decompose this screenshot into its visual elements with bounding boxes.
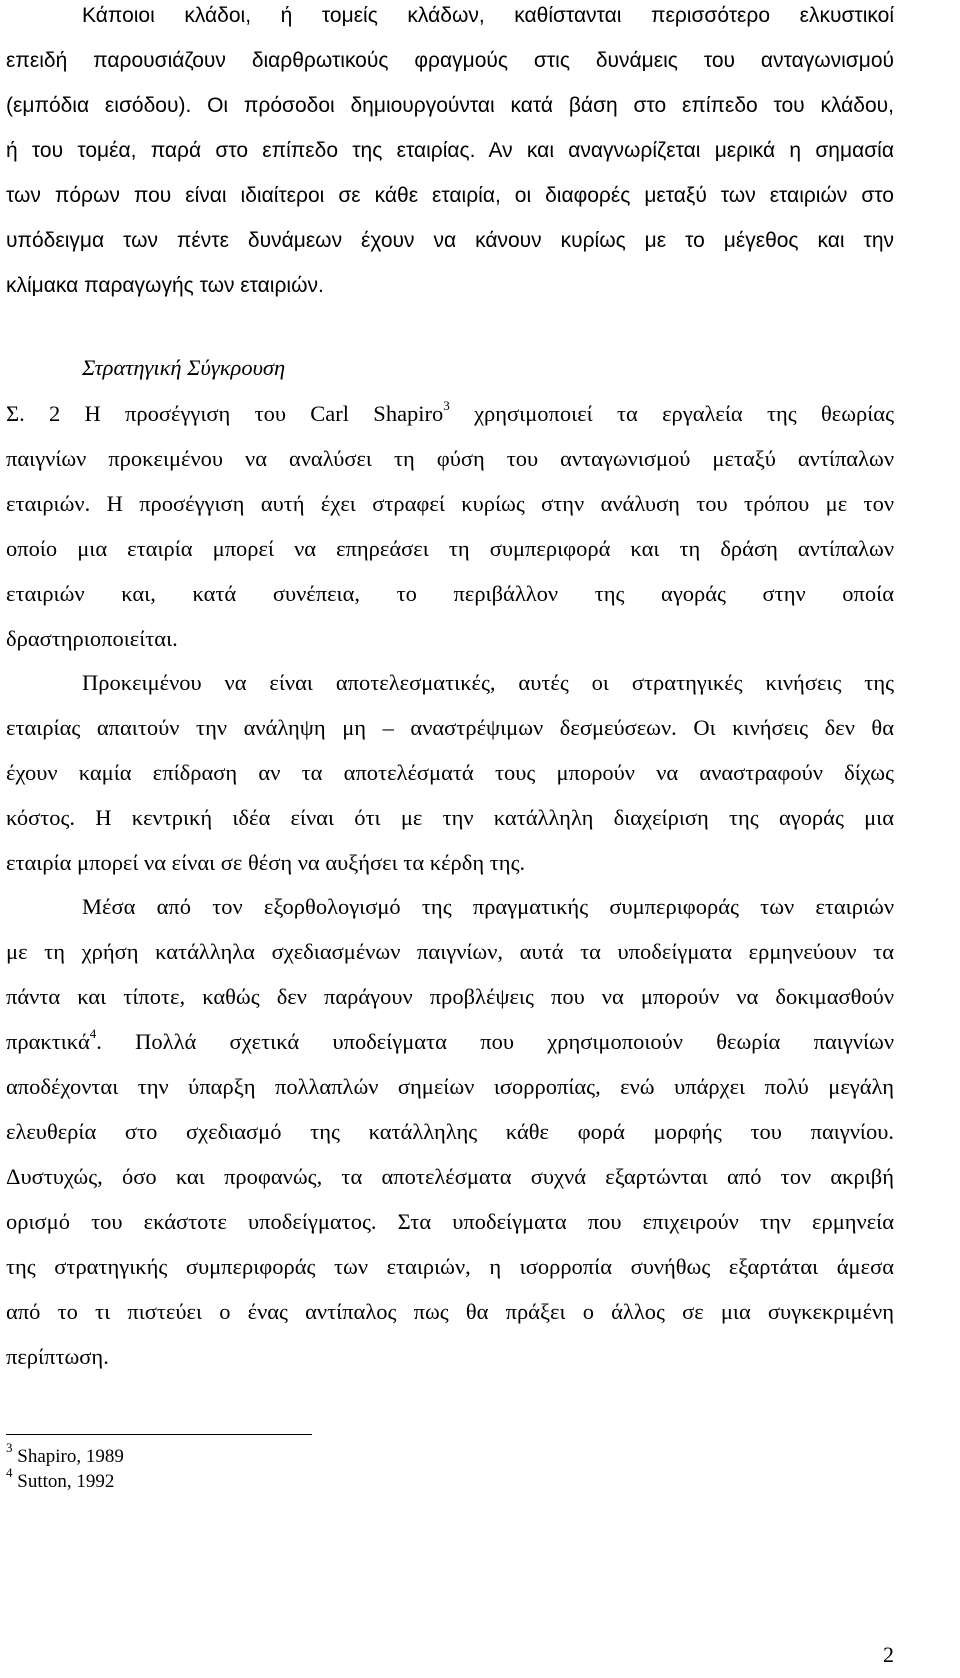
paragraph-1-line: ή του τομέα, παρά στο επίπεδο της εταιρίας. Αν και αναγνωρίζεται μερικά η σημασία xyxy=(6,139,894,162)
footnote-ref: 4 xyxy=(89,1025,97,1041)
paragraph-4-line: με τη χρήση κατάλληλα σχεδιασμένων παιγνίων, αυτά τα υποδείγματα ερμηνεύουν τα xyxy=(6,939,894,964)
paragraph-4-line: Δυστυχώς, όσο και προφανώς, τα αποτελέσματα συχνά εξαρτώνται από τον ακριβή xyxy=(6,1164,894,1189)
paragraph-3-line: κόστος. Η κεντρική ιδέα είναι ότι με την κατάλληλη διαχείριση της αγοράς μια xyxy=(6,805,894,830)
paragraph-3-line: έχουν καμία επίδραση αν τα αποτελέσματά τους μπορούν να αναστραφούν δίχως xyxy=(6,760,894,785)
paragraph-2-line: οποίο μια εταιρία μπορεί να επηρεάσει τη συμπεριφορά και τη δράση αντίπαλων xyxy=(6,536,894,561)
paragraph-4-line: αποδέχονται την ύπαρξη πολλαπλών σημείων ισορροπίας, ενώ υπάρχει πολύ μεγάλη xyxy=(6,1074,894,1099)
section-heading: Στρατηγική Σύγκρουση xyxy=(82,355,286,380)
paragraph-1-line: υπόδειγμα των πέντε δυνάμεων έχουν να κάνουν κυρίως με το μέγεθος και την xyxy=(6,229,894,252)
footnote-number: 4 xyxy=(6,1464,13,1480)
paragraph-3-line: εταιρία μπορεί να είναι σε θέση να αυξήσει τα κέρδη της. xyxy=(6,850,526,875)
paragraph-2-line: δραστηριοποιείται. xyxy=(6,626,178,651)
footnote-number: 3 xyxy=(6,1439,13,1455)
paragraph-1-line: επειδή παρουσιάζουν διαρθρωτικούς φραγμούς στις δυνάμεις του ανταγωνισμού xyxy=(6,49,894,72)
paragraph-4-line: ελευθερία στο σχεδιασμό της κατάλληλης κάθε φορά μορφής του παιγνίου. xyxy=(6,1119,894,1144)
paragraph-2-line xyxy=(6,397,894,427)
paragraph-2-line: εταιριών και, κατά συνέπεια, το περιβάλλον της αγοράς στην οποία xyxy=(6,581,894,606)
paragraph-4-line xyxy=(6,1025,894,1055)
paragraph-4-line: πάντα και τίποτε, καθώς δεν παράγουν προβλέψεις που να μπορούν να δοκιμασθούν xyxy=(6,984,894,1009)
footnote-text: Sutton, 1992 xyxy=(12,1471,115,1492)
paragraph-1-line: κλίμακα παραγωγής των εταιριών. xyxy=(6,274,324,297)
paragraph-3-line: Προκειμένου να είναι αποτελεσματικές, αυτές οι στρατηγικές κινήσεις της xyxy=(82,670,894,695)
paragraph-3-line: εταιρίας απαιτούν την ανάληψη μη – αναστρέψιμων δεσμεύσεων. Οι κινήσεις δεν θα xyxy=(6,715,894,740)
paragraph-2-text: Σ. 2 Η προσέγγιση του Carl Shapiro xyxy=(6,401,444,426)
paragraph-4-line: ορισμό του εκάστοτε υποδείγματος. Στα υποδείγματα που επιχειρούν την ερμηνεία xyxy=(6,1209,894,1234)
paragraph-1-line: Κάποιοι κλάδοι, ή τομείς κλάδων, καθίστανται περισσότερο ελκυστικοί xyxy=(82,4,894,27)
paragraph-4-text: . Πολλά σχετικά υποδείγματα που χρησιμοποιούν θεωρία παιγνίων xyxy=(96,1029,894,1054)
paragraph-2-line: παιγνίων προκειμένου να αναλύσει τη φύση του ανταγωνισμού μεταξύ αντίπαλων xyxy=(6,446,894,471)
paragraph-4-line: της στρατηγικής συμπεριφοράς των εταιριών, η ισορροπία συνήθως εξαρτάται άμεσα xyxy=(6,1254,894,1279)
paragraph-1-line: των πόρων που είναι ιδιαίτεροι σε κάθε εταιρία, οι διαφορές μεταξύ των εταιριών στο xyxy=(6,184,894,207)
paragraph-4-line: περίπτωση. xyxy=(6,1344,109,1369)
paragraph-2-text: χρησιμοποιεί τα εργαλεία της θεωρίας xyxy=(449,401,894,426)
page-number: 2 xyxy=(883,1642,894,1667)
footnote xyxy=(6,1439,124,1468)
paragraph-1-line: (εμπόδια εισόδου). Οι πρόσοδοι δημιουργούνται κατά βάση στο επίπεδο του κλάδου, xyxy=(6,94,894,117)
paragraph-4-line: από το τι πιστεύει ο ένας αντίπαλος πως θα πράξει ο άλλος σε μια συγκεκριμένη xyxy=(6,1299,894,1324)
paragraph-4-line: Μέσα από τον εξορθολογισμό της πραγματικής συμπεριφοράς των εταιριών xyxy=(82,894,894,919)
paragraph-4-text: πρακτικά xyxy=(6,1029,90,1054)
footnote-ref: 3 xyxy=(443,397,450,413)
footnote-separator xyxy=(6,1434,312,1435)
footnote xyxy=(6,1464,115,1493)
footnote-text: Shapiro, 1989 xyxy=(12,1446,124,1467)
paragraph-2-line: εταιριών. Η προσέγγιση αυτή έχει στραφεί κυρίως στην ανάλυση του τρόπου με τον xyxy=(6,491,894,516)
